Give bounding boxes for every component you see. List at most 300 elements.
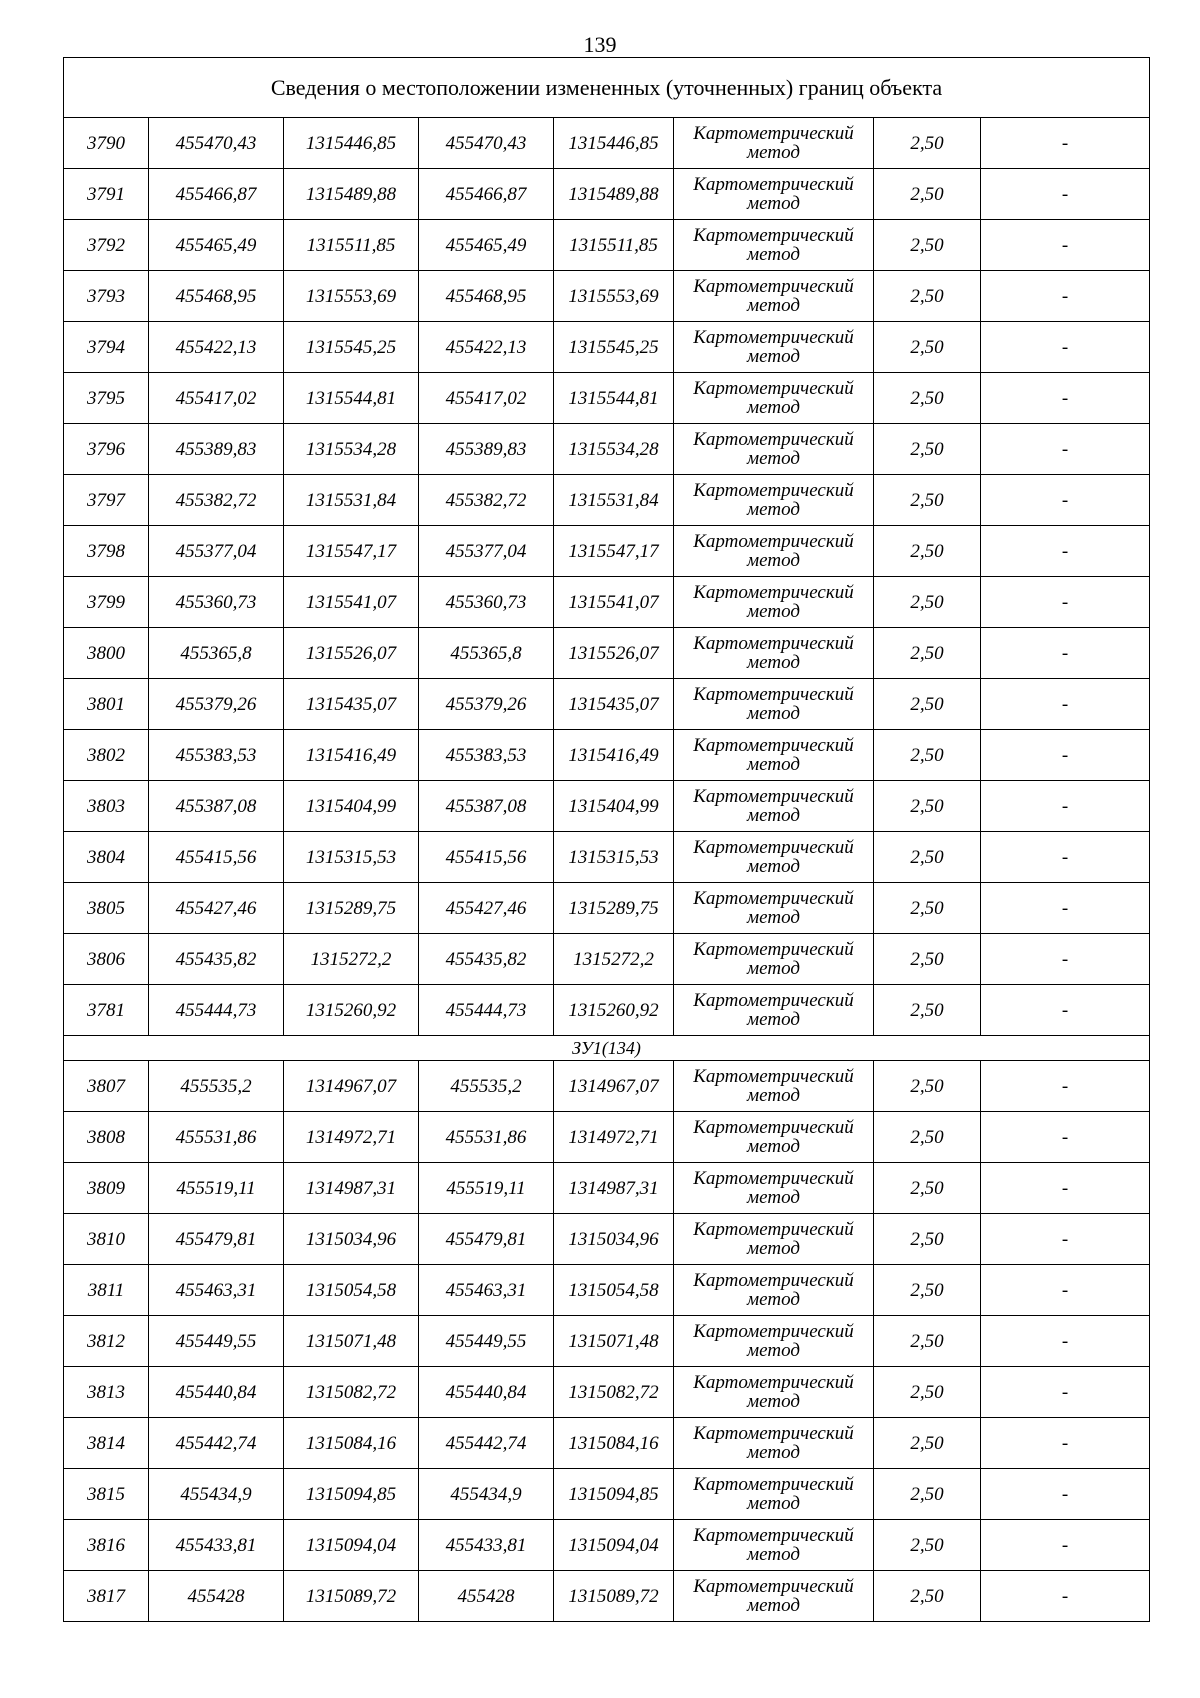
- description-cell: -: [981, 322, 1150, 373]
- description-cell: -: [981, 628, 1150, 679]
- point-number-cell: 3803: [64, 781, 149, 832]
- x-existing-cell: 455422,13: [149, 322, 284, 373]
- y-existing-cell: 1315534,28: [284, 424, 419, 475]
- x-existing-cell: 455383,53: [149, 730, 284, 781]
- point-number-cell: 3813: [64, 1367, 149, 1418]
- x-existing-cell: 455415,56: [149, 832, 284, 883]
- description-cell: -: [981, 730, 1150, 781]
- method-line1: Картометрический: [693, 1117, 854, 1138]
- point-number-cell: 3809: [64, 1163, 149, 1214]
- y-existing-cell: 1315315,53: [284, 832, 419, 883]
- x-existing-cell: 455465,49: [149, 220, 284, 271]
- method-cell: [674, 883, 874, 934]
- point-number-cell: 3792: [64, 220, 149, 271]
- x-new-cell: 455382,72: [419, 475, 554, 526]
- y-new-cell: 1315489,88: [554, 169, 674, 220]
- method-line2: метод: [747, 550, 800, 571]
- point-number-cell: 3804: [64, 832, 149, 883]
- method-cell: [674, 271, 874, 322]
- x-new-cell: 455531,86: [419, 1112, 554, 1163]
- method-line2: метод: [747, 1544, 800, 1565]
- x-new-cell: 455435,82: [419, 934, 554, 985]
- y-new-cell: 1315054,58: [554, 1265, 674, 1316]
- method-line2: метод: [747, 1187, 800, 1208]
- x-existing-cell: 455444,73: [149, 985, 284, 1036]
- precision-cell: 2,50: [874, 781, 981, 832]
- y-existing-cell: 1315416,49: [284, 730, 419, 781]
- method-line2: метод: [747, 1085, 800, 1106]
- x-new-cell: 455433,81: [419, 1520, 554, 1571]
- table-row: [64, 832, 1150, 883]
- method-cell: [674, 679, 874, 730]
- description-cell: -: [981, 577, 1150, 628]
- precision-cell: 2,50: [874, 628, 981, 679]
- x-existing-cell: 455470,43: [149, 118, 284, 169]
- precision-cell: 2,50: [874, 1571, 981, 1622]
- page-number: 139: [583, 32, 617, 57]
- method-cell: [674, 526, 874, 577]
- y-new-cell: 1315511,85: [554, 220, 674, 271]
- method-line1: Картометрический: [693, 1525, 854, 1546]
- precision-cell: 2,50: [874, 118, 981, 169]
- method-cell: [674, 373, 874, 424]
- description-cell: -: [981, 118, 1150, 169]
- y-existing-cell: 1315511,85: [284, 220, 419, 271]
- description-cell: -: [981, 1418, 1150, 1469]
- method-line2: метод: [747, 295, 800, 316]
- y-existing-cell: 1315435,07: [284, 679, 419, 730]
- y-existing-cell: 1315404,99: [284, 781, 419, 832]
- description-cell: -: [981, 1316, 1150, 1367]
- precision-cell: 2,50: [874, 220, 981, 271]
- description-cell: -: [981, 1571, 1150, 1622]
- y-new-cell: 1315435,07: [554, 679, 674, 730]
- point-number-cell: 3810: [64, 1214, 149, 1265]
- x-new-cell: 455415,56: [419, 832, 554, 883]
- method-line2: метод: [747, 1136, 800, 1157]
- description-cell: -: [981, 271, 1150, 322]
- x-existing-cell: 455389,83: [149, 424, 284, 475]
- point-number-cell: 3814: [64, 1418, 149, 1469]
- table-row: [64, 271, 1150, 322]
- x-new-cell: 455466,87: [419, 169, 554, 220]
- description-cell: -: [981, 526, 1150, 577]
- y-existing-cell: 1315544,81: [284, 373, 419, 424]
- y-existing-cell: 1315541,07: [284, 577, 419, 628]
- table-row: [64, 1061, 1150, 1112]
- y-new-cell: 1315544,81: [554, 373, 674, 424]
- x-existing-cell: 455463,31: [149, 1265, 284, 1316]
- table-row: [64, 1265, 1150, 1316]
- y-new-cell: 1315071,48: [554, 1316, 674, 1367]
- method-line1: Картометрический: [693, 1474, 854, 1495]
- precision-cell: 2,50: [874, 832, 981, 883]
- point-number-cell: 3811: [64, 1265, 149, 1316]
- y-existing-cell: 1315272,2: [284, 934, 419, 985]
- method-line1: Картометрический: [693, 1372, 854, 1393]
- y-new-cell: 1315545,25: [554, 322, 674, 373]
- precision-cell: 2,50: [874, 424, 981, 475]
- method-line2: метод: [747, 652, 800, 673]
- method-cell: [674, 1520, 874, 1571]
- method-cell: [674, 118, 874, 169]
- method-cell: [674, 424, 874, 475]
- x-new-cell: 455519,11: [419, 1163, 554, 1214]
- method-cell: [674, 628, 874, 679]
- y-new-cell: 1315547,17: [554, 526, 674, 577]
- description-cell: -: [981, 1061, 1150, 1112]
- point-number-cell: 3781: [64, 985, 149, 1036]
- precision-cell: 2,50: [874, 322, 981, 373]
- method-line1: Картометрический: [693, 1576, 854, 1597]
- table-row: [64, 1571, 1150, 1622]
- method-line2: метод: [747, 448, 800, 469]
- x-new-cell: 455379,26: [419, 679, 554, 730]
- y-existing-cell: 1315094,85: [284, 1469, 419, 1520]
- table-row: [64, 1112, 1150, 1163]
- x-existing-cell: 455382,72: [149, 475, 284, 526]
- y-existing-cell: 1315260,92: [284, 985, 419, 1036]
- y-existing-cell: 1315531,84: [284, 475, 419, 526]
- x-new-cell: 455444,73: [419, 985, 554, 1036]
- y-new-cell: 1315446,85: [554, 118, 674, 169]
- method-line1: Картометрический: [693, 480, 854, 501]
- table-row: [64, 1469, 1150, 1520]
- method-line1: Картометрический: [693, 1321, 854, 1342]
- table-row: [64, 679, 1150, 730]
- point-number-cell: 3790: [64, 118, 149, 169]
- point-number-cell: 3791: [64, 169, 149, 220]
- table-body: [64, 58, 1150, 1622]
- method-cell: [674, 985, 874, 1036]
- method-cell: [674, 1112, 874, 1163]
- method-line2: метод: [747, 1442, 800, 1463]
- y-new-cell: 1315553,69: [554, 271, 674, 322]
- precision-cell: 2,50: [874, 475, 981, 526]
- method-line2: метод: [747, 1595, 800, 1616]
- precision-cell: 2,50: [874, 1367, 981, 1418]
- x-existing-cell: 455435,82: [149, 934, 284, 985]
- table-row: [64, 475, 1150, 526]
- method-line1: Картометрический: [693, 786, 854, 807]
- table-row: [64, 424, 1150, 475]
- x-existing-cell: 455433,81: [149, 1520, 284, 1571]
- point-number-cell: 3800: [64, 628, 149, 679]
- x-new-cell: 455449,55: [419, 1316, 554, 1367]
- x-new-cell: 455479,81: [419, 1214, 554, 1265]
- description-cell: -: [981, 1265, 1150, 1316]
- method-line2: метод: [747, 397, 800, 418]
- point-number-cell: 3805: [64, 883, 149, 934]
- method-line1: Картометрический: [693, 939, 854, 960]
- precision-cell: 2,50: [874, 1316, 981, 1367]
- y-new-cell: 1315082,72: [554, 1367, 674, 1418]
- description-cell: -: [981, 934, 1150, 985]
- y-existing-cell: 1315489,88: [284, 169, 419, 220]
- point-number-cell: 3808: [64, 1112, 149, 1163]
- point-number-cell: 3798: [64, 526, 149, 577]
- table-row: [64, 628, 1150, 679]
- method-cell: [674, 1367, 874, 1418]
- point-number-cell: 3816: [64, 1520, 149, 1571]
- x-existing-cell: 455519,11: [149, 1163, 284, 1214]
- description-cell: -: [981, 1112, 1150, 1163]
- method-line1: Картометрический: [693, 429, 854, 450]
- precision-cell: 2,50: [874, 985, 981, 1036]
- method-line2: метод: [747, 499, 800, 520]
- point-number-cell: 3796: [64, 424, 149, 475]
- method-line1: Картометрический: [693, 684, 854, 705]
- description-cell: -: [981, 883, 1150, 934]
- y-existing-cell: 1314967,07: [284, 1061, 419, 1112]
- point-number-cell: 3794: [64, 322, 149, 373]
- method-cell: [674, 1265, 874, 1316]
- method-line1: Картометрический: [693, 990, 854, 1011]
- method-line2: метод: [747, 601, 800, 622]
- x-existing-cell: 455468,95: [149, 271, 284, 322]
- method-line2: метод: [747, 856, 800, 877]
- method-line1: Картометрический: [693, 378, 854, 399]
- x-existing-cell: 455365,8: [149, 628, 284, 679]
- precision-cell: 2,50: [874, 1520, 981, 1571]
- description-cell: -: [981, 475, 1150, 526]
- y-new-cell: 1315315,53: [554, 832, 674, 883]
- table-row: [64, 526, 1150, 577]
- method-line1: Картометрический: [693, 837, 854, 858]
- precision-cell: 2,50: [874, 730, 981, 781]
- method-line2: метод: [747, 805, 800, 826]
- method-cell: [674, 475, 874, 526]
- method-line1: Картометрический: [693, 888, 854, 909]
- table-row: [64, 1316, 1150, 1367]
- coordinates-table: [63, 57, 1150, 1622]
- x-new-cell: 455422,13: [419, 322, 554, 373]
- x-existing-cell: 455377,04: [149, 526, 284, 577]
- method-cell: [674, 1061, 874, 1112]
- x-new-cell: 455434,9: [419, 1469, 554, 1520]
- method-line2: метод: [747, 754, 800, 775]
- y-new-cell: 1314972,71: [554, 1112, 674, 1163]
- method-line1: Картометрический: [693, 123, 854, 144]
- table-title: Сведения о местоположении измененных (уточненных) границ объекта: [64, 58, 1150, 118]
- point-number-cell: 3815: [64, 1469, 149, 1520]
- method-cell: [674, 832, 874, 883]
- method-line2: метод: [747, 1340, 800, 1361]
- method-line2: метод: [747, 244, 800, 265]
- y-existing-cell: 1315094,04: [284, 1520, 419, 1571]
- method-line1: Картометрический: [693, 276, 854, 297]
- method-line1: Картометрический: [693, 1423, 854, 1444]
- description-cell: -: [981, 1163, 1150, 1214]
- description-cell: -: [981, 220, 1150, 271]
- method-line2: метод: [747, 346, 800, 367]
- precision-cell: 2,50: [874, 1112, 981, 1163]
- y-existing-cell: 1315071,48: [284, 1316, 419, 1367]
- method-line2: метод: [747, 1238, 800, 1259]
- section-label: ЗУ1(134): [64, 1036, 1150, 1061]
- y-new-cell: 1315526,07: [554, 628, 674, 679]
- point-number-cell: 3797: [64, 475, 149, 526]
- x-new-cell: 455470,43: [419, 118, 554, 169]
- method-cell: [674, 730, 874, 781]
- point-number-cell: 3799: [64, 577, 149, 628]
- x-new-cell: 455428: [419, 1571, 554, 1622]
- method-cell: [674, 934, 874, 985]
- point-number-cell: 3801: [64, 679, 149, 730]
- point-number-cell: 3806: [64, 934, 149, 985]
- x-existing-cell: 455417,02: [149, 373, 284, 424]
- point-number-cell: 3817: [64, 1571, 149, 1622]
- y-new-cell: 1315404,99: [554, 781, 674, 832]
- x-new-cell: 455465,49: [419, 220, 554, 271]
- x-existing-cell: 455535,2: [149, 1061, 284, 1112]
- x-existing-cell: 455427,46: [149, 883, 284, 934]
- description-cell: -: [981, 985, 1150, 1036]
- precision-cell: 2,50: [874, 883, 981, 934]
- x-new-cell: 455383,53: [419, 730, 554, 781]
- x-existing-cell: 455360,73: [149, 577, 284, 628]
- description-cell: -: [981, 781, 1150, 832]
- table-row: [64, 730, 1150, 781]
- y-existing-cell: 1314987,31: [284, 1163, 419, 1214]
- x-new-cell: 455389,83: [419, 424, 554, 475]
- description-cell: -: [981, 424, 1150, 475]
- precision-cell: 2,50: [874, 1214, 981, 1265]
- y-new-cell: 1315094,04: [554, 1520, 674, 1571]
- method-cell: [674, 1214, 874, 1265]
- x-new-cell: 455468,95: [419, 271, 554, 322]
- description-cell: -: [981, 1214, 1150, 1265]
- x-existing-cell: 455531,86: [149, 1112, 284, 1163]
- x-new-cell: 455387,08: [419, 781, 554, 832]
- table-row: [64, 985, 1150, 1036]
- y-new-cell: 1314967,07: [554, 1061, 674, 1112]
- precision-cell: 2,50: [874, 934, 981, 985]
- x-new-cell: 455463,31: [419, 1265, 554, 1316]
- y-new-cell: 1315289,75: [554, 883, 674, 934]
- x-new-cell: 455442,74: [419, 1418, 554, 1469]
- method-cell: [674, 1163, 874, 1214]
- y-existing-cell: 1315054,58: [284, 1265, 419, 1316]
- table-row: [64, 1418, 1150, 1469]
- precision-cell: 2,50: [874, 1418, 981, 1469]
- y-existing-cell: 1315082,72: [284, 1367, 419, 1418]
- method-cell: [674, 781, 874, 832]
- description-cell: -: [981, 832, 1150, 883]
- y-new-cell: 1315094,85: [554, 1469, 674, 1520]
- x-existing-cell: 455466,87: [149, 169, 284, 220]
- method-line1: Картометрический: [693, 1270, 854, 1291]
- table-row: [64, 1367, 1150, 1418]
- table-row: [64, 373, 1150, 424]
- method-line2: метод: [747, 193, 800, 214]
- y-new-cell: 1315534,28: [554, 424, 674, 475]
- y-existing-cell: 1315289,75: [284, 883, 419, 934]
- table-row: [64, 577, 1150, 628]
- y-existing-cell: 1315545,25: [284, 322, 419, 373]
- y-new-cell: 1315084,16: [554, 1418, 674, 1469]
- method-cell: [674, 1469, 874, 1520]
- x-existing-cell: 455479,81: [149, 1214, 284, 1265]
- table-row: [64, 781, 1150, 832]
- table-row: [64, 1163, 1150, 1214]
- description-cell: -: [981, 1469, 1150, 1520]
- precision-cell: 2,50: [874, 1163, 981, 1214]
- method-line2: метод: [747, 1493, 800, 1514]
- x-existing-cell: 455442,74: [149, 1418, 284, 1469]
- y-existing-cell: 1315547,17: [284, 526, 419, 577]
- method-line1: Картометрический: [693, 582, 854, 603]
- x-new-cell: 455377,04: [419, 526, 554, 577]
- method-line1: Картометрический: [693, 531, 854, 552]
- y-new-cell: 1315272,2: [554, 934, 674, 985]
- point-number-cell: 3812: [64, 1316, 149, 1367]
- method-line1: Картометрический: [693, 1168, 854, 1189]
- y-existing-cell: 1315084,16: [284, 1418, 419, 1469]
- description-cell: -: [981, 1367, 1150, 1418]
- y-existing-cell: 1314972,71: [284, 1112, 419, 1163]
- point-number-cell: 3807: [64, 1061, 149, 1112]
- precision-cell: 2,50: [874, 1265, 981, 1316]
- x-existing-cell: 455434,9: [149, 1469, 284, 1520]
- method-cell: [674, 1571, 874, 1622]
- y-existing-cell: 1315553,69: [284, 271, 419, 322]
- method-cell: [674, 322, 874, 373]
- table-row: [64, 883, 1150, 934]
- table-row: [64, 322, 1150, 373]
- point-number-cell: 3793: [64, 271, 149, 322]
- method-cell: [674, 1316, 874, 1367]
- x-new-cell: 455440,84: [419, 1367, 554, 1418]
- table-title-row: [64, 58, 1150, 118]
- method-cell: [674, 577, 874, 628]
- x-existing-cell: 455428: [149, 1571, 284, 1622]
- section-row: [64, 1036, 1150, 1061]
- method-line1: Картометрический: [693, 1066, 854, 1087]
- description-cell: -: [981, 169, 1150, 220]
- y-existing-cell: 1315034,96: [284, 1214, 419, 1265]
- y-new-cell: 1315260,92: [554, 985, 674, 1036]
- y-new-cell: 1314987,31: [554, 1163, 674, 1214]
- x-existing-cell: 455379,26: [149, 679, 284, 730]
- precision-cell: 2,50: [874, 169, 981, 220]
- method-line2: метод: [747, 1009, 800, 1030]
- x-existing-cell: 455387,08: [149, 781, 284, 832]
- y-new-cell: 1315089,72: [554, 1571, 674, 1622]
- point-number-cell: 3795: [64, 373, 149, 424]
- y-new-cell: 1315531,84: [554, 475, 674, 526]
- method-line2: метод: [747, 1391, 800, 1412]
- x-new-cell: 455427,46: [419, 883, 554, 934]
- description-cell: -: [981, 1520, 1150, 1571]
- table-row: [64, 1520, 1150, 1571]
- method-line1: Картометрический: [693, 735, 854, 756]
- method-line1: Картометрический: [693, 1219, 854, 1240]
- point-number-cell: 3802: [64, 730, 149, 781]
- description-cell: -: [981, 679, 1150, 730]
- precision-cell: 2,50: [874, 526, 981, 577]
- precision-cell: 2,50: [874, 271, 981, 322]
- x-new-cell: 455360,73: [419, 577, 554, 628]
- method-line2: метод: [747, 907, 800, 928]
- precision-cell: 2,50: [874, 1469, 981, 1520]
- x-new-cell: 455365,8: [419, 628, 554, 679]
- precision-cell: 2,50: [874, 679, 981, 730]
- x-existing-cell: 455440,84: [149, 1367, 284, 1418]
- method-cell: [674, 220, 874, 271]
- table-row: [64, 1214, 1150, 1265]
- method-line1: Картометрический: [693, 633, 854, 654]
